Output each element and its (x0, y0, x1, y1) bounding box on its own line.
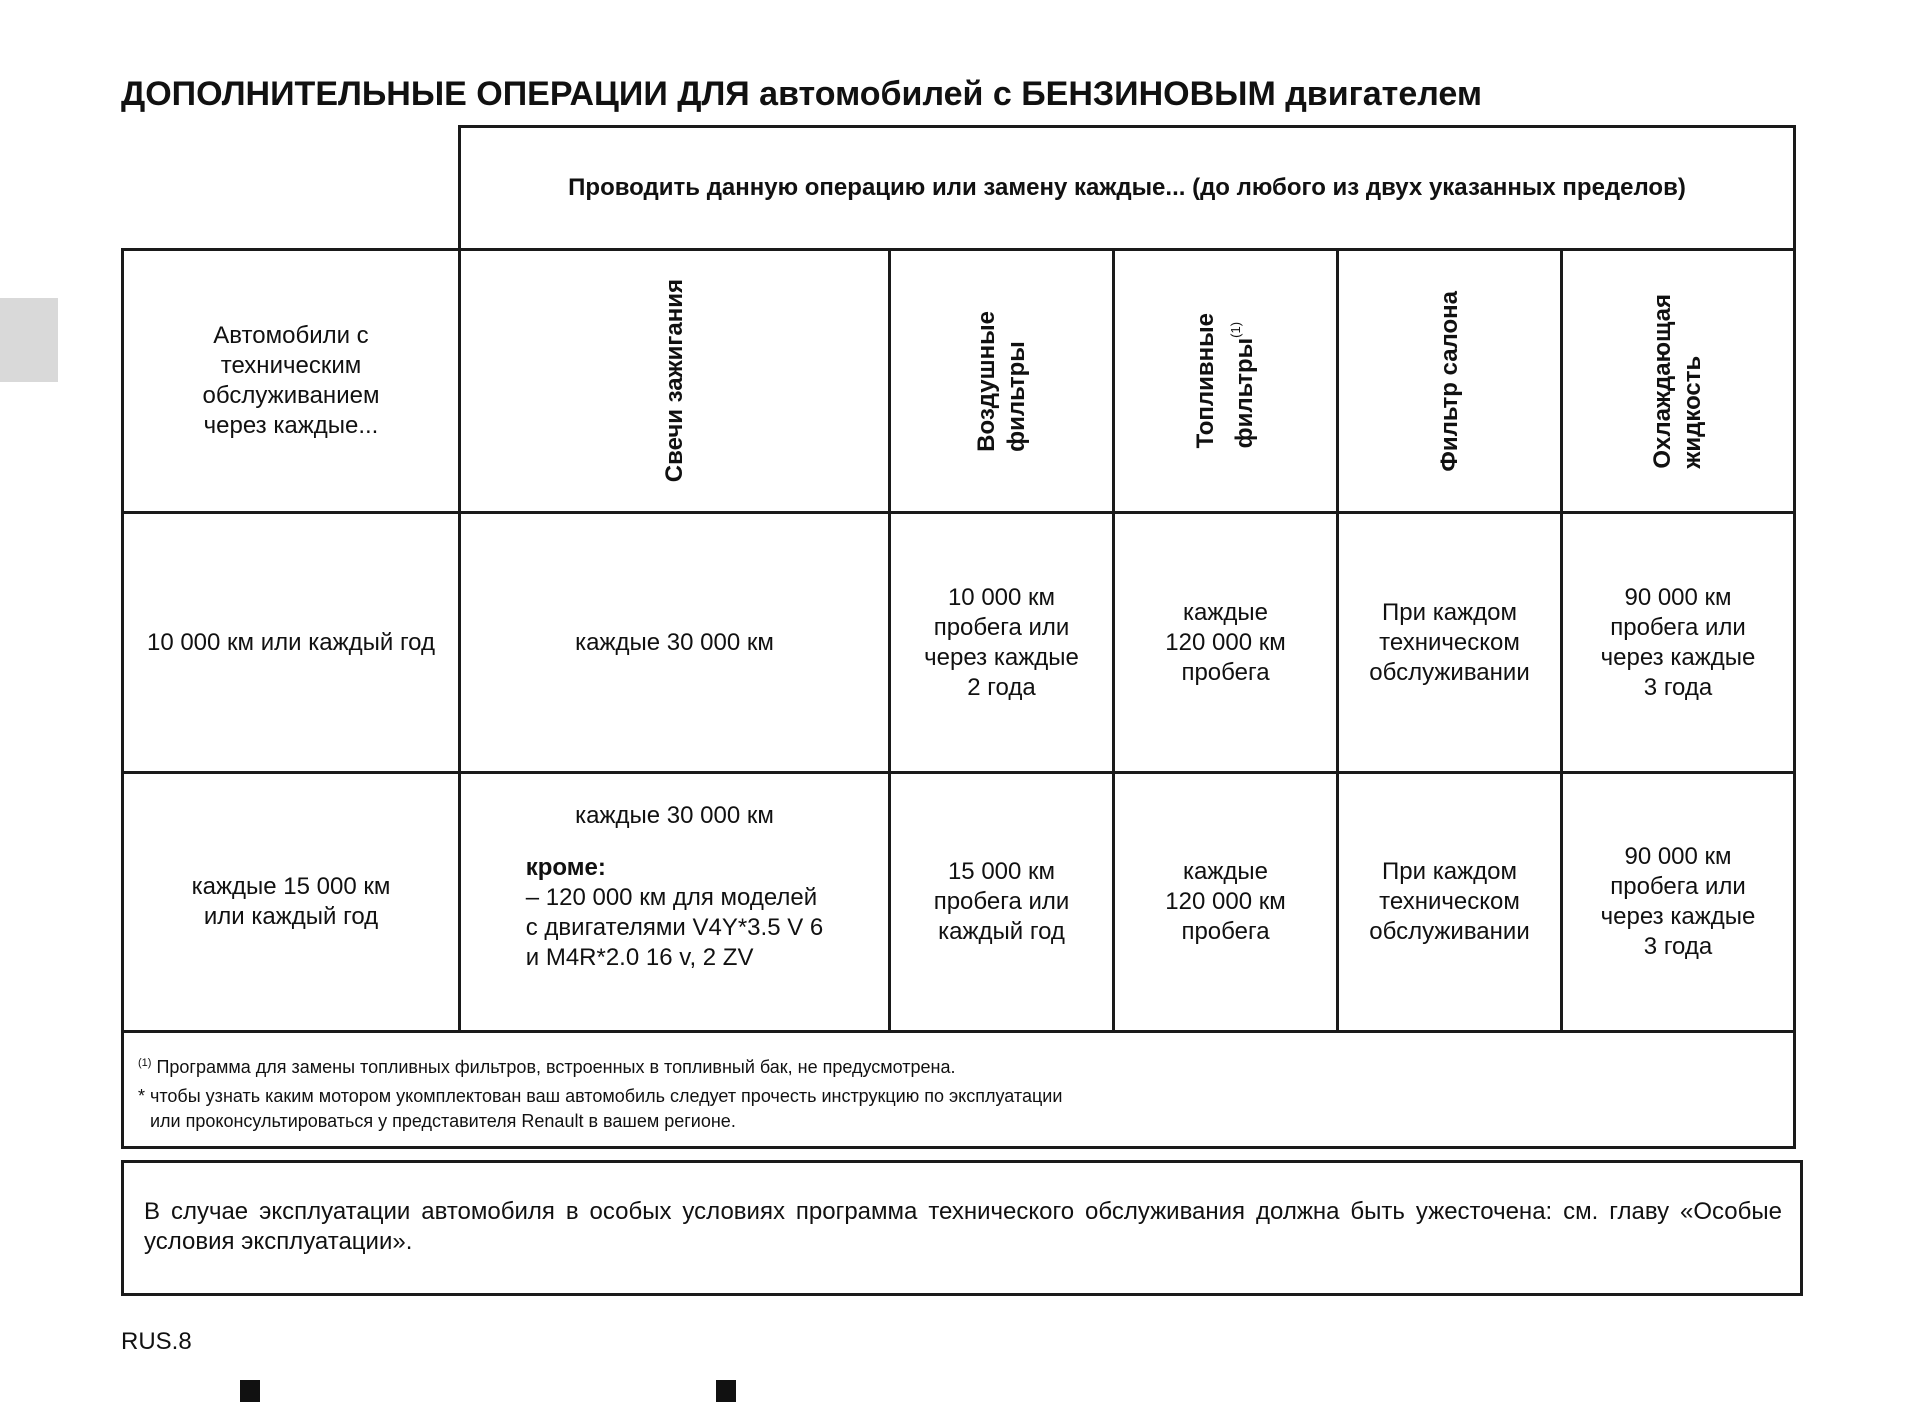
table-span-header: Проводить данную операцию или замену каждые... (до любого из двух указанных пределов) (460, 127, 1795, 250)
footnote-1 (138, 1051, 1779, 1080)
column-header-spark-plugs (460, 250, 890, 513)
spark-plugs-main-interval: каждые 30 000 км (575, 802, 774, 829)
row-header-interval (123, 250, 460, 513)
air-filters-cell: 10 000 км пробега или через каждые 2 года (890, 513, 1114, 773)
maintenance-table (121, 125, 1796, 1149)
spark-plugs-exception-block (525, 802, 824, 973)
row-interval-cell: каждые 15 000 км или каждый год (123, 773, 460, 1032)
column-header-cabin-filter (1338, 250, 1562, 513)
crop-mark-left (240, 1380, 260, 1402)
column-label-cabin-filter: Фильтр салона (1435, 290, 1463, 472)
footnote-2-line-2: или проконсультироваться у представителя Renault в вашем регионе. (150, 1111, 736, 1131)
column-header-coolant (1562, 250, 1795, 513)
column-label-spark-plugs: Свечи зажигания (660, 279, 688, 483)
footnote-2-line-1: * чтобы узнать каким мотором укомплектован ваш автомобиль следует прочесть инструкцию по эксплуатации (138, 1086, 1063, 1106)
spark-plugs-except-label: кроме: (525, 854, 606, 881)
special-conditions-notice: В случае эксплуатации автомобиля в особых условиях программа технического обслуживания должна быть ужесточена: см. главу «Особые условия эксплуатации». (121, 1160, 1803, 1296)
crop-mark-right (716, 1380, 736, 1402)
section-tab-marker (0, 298, 58, 382)
fuel-filters-footnote-marker: (1) (1228, 322, 1243, 339)
spark-plugs-cell (460, 773, 890, 1032)
spark-plugs-except-item: – 120 000 км для моделей с двигателями V4Y*3.5 V 6 и M4R*2.0 16 v, 2 ZV (525, 884, 824, 971)
fuel-filters-label-text: Топливные фильтры (1192, 313, 1258, 449)
row-interval-cell: 10 000 км или каждый год (123, 513, 460, 773)
cabin-filter-cell: При каждом техническом обслуживании (1338, 773, 1562, 1032)
table-row (123, 513, 1795, 773)
table-row (123, 773, 1795, 1032)
coolant-cell: 90 000 км пробега или через каждые 3 года (1562, 773, 1795, 1032)
column-header-fuel-filters (1114, 250, 1338, 513)
fuel-filters-cell: каждые 120 000 км пробега (1114, 773, 1338, 1032)
air-filters-cell: 15 000 км пробега или каждый год (890, 773, 1114, 1032)
spark-plugs-cell: каждые 30 000 км (460, 513, 890, 773)
table-corner-blank (123, 127, 460, 250)
page-title: ДОПОЛНИТЕЛЬНЫЕ ОПЕРАЦИИ ДЛЯ автомобилей с БЕНЗИНОВЫМ двигателем (121, 74, 1482, 113)
fuel-filters-cell: каждые 120 000 км пробега (1114, 513, 1338, 773)
column-label-coolant: Охлаждающая жидкость (1649, 293, 1706, 469)
cabin-filter-cell: При каждом техническом обслуживании (1338, 513, 1562, 773)
footnote-1-text: Программа для замены топливных фильтров, встроенных в топливный бак, не предусмотрена. (151, 1057, 956, 1077)
row-header-text: Автомобили с техническим обслуживанием через каждые... (202, 322, 380, 439)
coolant-cell: 90 000 км пробега или через каждые 3 года (1562, 513, 1795, 773)
column-header-air-filters (890, 250, 1114, 513)
column-label-fuel-filters (1191, 313, 1260, 448)
page-number: RUS.8 (121, 1328, 192, 1355)
table-footnotes (123, 1032, 1795, 1148)
footnote-1-marker: (1) (138, 1057, 152, 1069)
column-label-air-filters: Воздушные фильтры (972, 310, 1030, 452)
